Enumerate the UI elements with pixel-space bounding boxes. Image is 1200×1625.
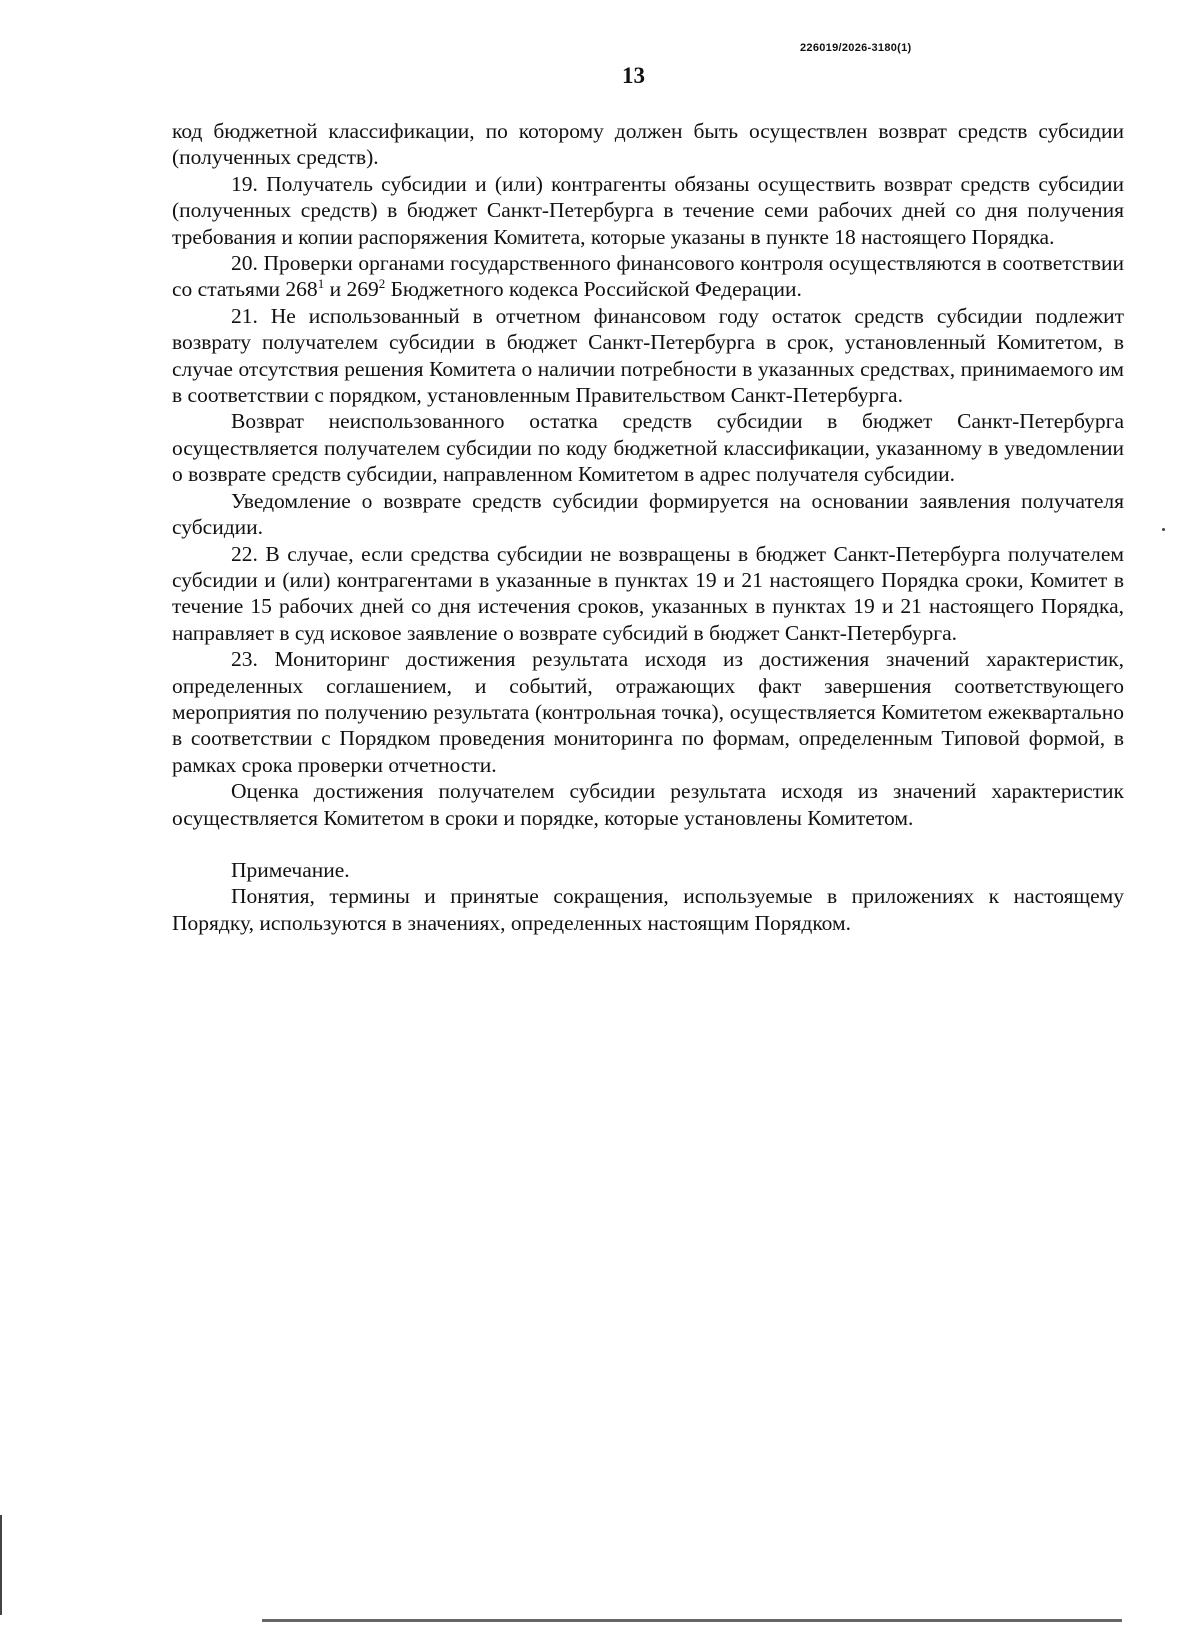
note-text: Понятия, термины и принятые сокращения, используемые в приложениях к настоящему Порядку, используются в значениях, определенных настоящим Порядком. [172,884,1124,935]
footnote-superscript: 2 [378,276,386,292]
paragraph-22: 22. В случае, если средства субсидии не возвращены в бюджет Санкт-Петербурга получателем субсидии и (или) контрагентами в указанные в пунктах 19 и 21 настоящего Порядка сроки, Комитет в течение 15 рабочих дней со дня истечения сроков, указанных в пунктах 19 и 21 настоящего Порядка, направляет в суд исковое заявление о возврате субсидий в бюджет Санкт-Петербурга. [172,541,1124,645]
paragraph-continuation: код бюджетной классификации, по которому должен быть осуществлен возврат средств субсидии (полученных средств). [172,119,1124,170]
scan-artifact-edge [0,1515,2,1615]
paragraph-21: 21. Не использованный в отчетном финансовом году остаток средств субсидии подлежит возврату получателем субсидии в бюджет Санкт-Петербурга в срок, установленный Комитетом, в случае отсутствия решения Комитета о наличии потребности в указанных средствах, принимаемого им в соответствии с порядком, установленным Правительством Санкт-Петербурга. [172,303,1124,408]
paragraph-20-text-3: Бюджетного кодекса Российской Федерации. [385,277,802,302]
paragraph-20 [172,250,1124,303]
paragraph-23: 23. Мониторинг достижения результата исходя из достижения значений характеристик, определенных соглашением, и событий, отражающих факт завершения соответствующего мероприятия по получению результата (контрольная точка), осуществляется Комитетом ежеквартально в соответствии с Порядком проведения мониторинга по формам, определенным Типовой формой, в рамках срока проверки отчетности. [172,647,1124,777]
paragraph-20-text-1: 20. Проверки органами государственного финансового контроля осуществляются в соответствии со статьями 268 [172,251,1124,302]
document-id: 226019/2026-3180(1) [800,42,912,54]
note-title: Примечание. [231,857,350,882]
paragraph-21-return: Возврат неиспользованного остатка средств субсидии в бюджет Санкт-Петербурга осуществляется получателем субсидии по коду бюджетной классификации, указанному в уведомлении о возврате средств субсидии, направленном Комитетом в адрес получателя субсидии. [172,409,1124,487]
paragraph-21-notice: Уведомление о возврате средств субсидии формируется на основании заявления получателя субсидии. [172,488,1124,540]
document-body [172,118,1124,936]
scan-artifact-bottom-line [262,1619,1122,1622]
footnote-superscript: 1 [317,276,325,292]
page-number: 13 [622,63,645,88]
paragraph-19: 19. Получатель субсидии и (или) контрагенты обязаны осуществить возврат средств субсидии (полученных средств) в бюджет Санкт-Петербурга в течение семи рабочих дней со дня получения требования и копии распоряжения Комитета, которые указаны в пункте 18 настоящего Порядка. [172,171,1124,249]
paragraph-20-text-2: и 269 [324,277,379,302]
scan-artifact-dot [1162,528,1165,531]
paragraph-23-evaluation: Оценка достижения получателем субсидии результата исходя из значений характеристик осуществляется Комитетом в сроки и порядке, которые установлены Комитетом. [172,779,1124,830]
